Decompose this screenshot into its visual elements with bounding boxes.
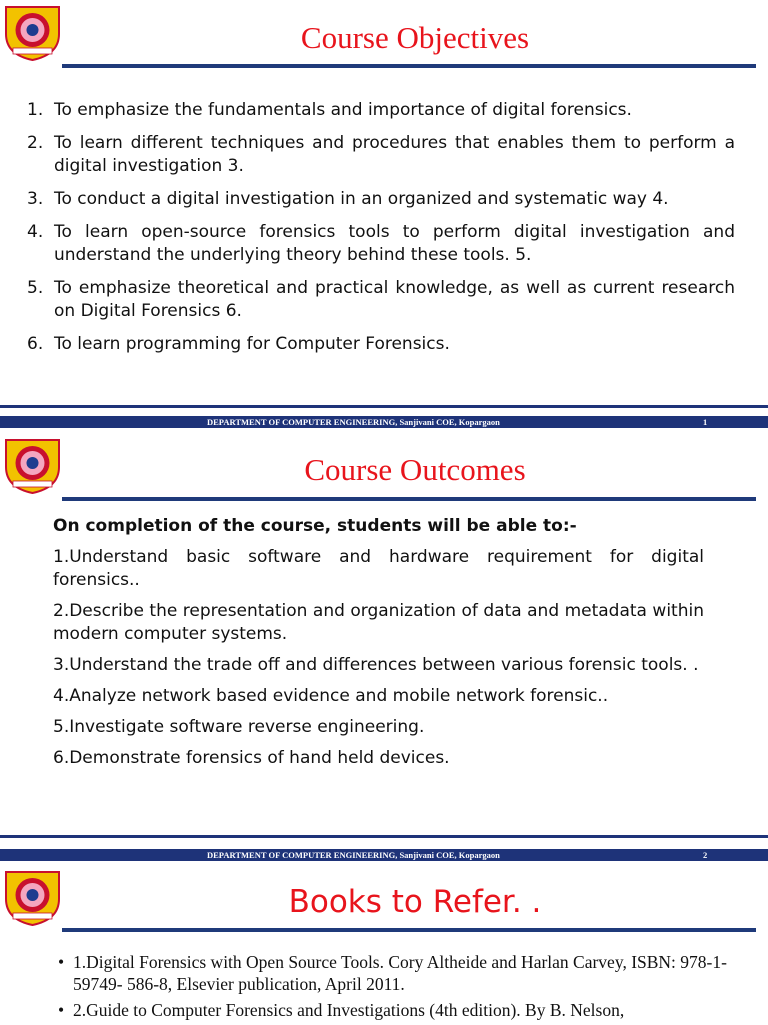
- page-number: 2: [703, 850, 708, 860]
- outcomes-block: [53, 515, 704, 778]
- college-crest-logo: [3, 4, 62, 61]
- item-number: 1.: [27, 100, 44, 120]
- slide-title: Course Objectives: [300, 20, 530, 55]
- item-text: 2.Guide to Computer Forensics and Investigations (4th edition). By B. Nelson,: [73, 1000, 625, 1020]
- title-underline: [62, 497, 756, 501]
- bullet-icon: •: [58, 952, 65, 972]
- slide-title: Course Outcomes: [304, 452, 526, 487]
- college-crest-logo: [3, 437, 62, 494]
- item-text: To learn different techniques and procedures that enables them to perform a digital investigation 3.: [54, 133, 735, 176]
- college-crest-logo: [3, 869, 62, 926]
- title-underline: [62, 928, 756, 932]
- list-item: 5.Investigate software reverse engineering.: [53, 717, 425, 737]
- slide-books-to-refer: [0, 864, 768, 1024]
- item-number: 2.: [27, 133, 44, 153]
- list-item: 6.Demonstrate forensics of hand held devices.: [53, 748, 450, 768]
- outcomes-intro: On completion of the course, students will be able to:-: [53, 516, 577, 536]
- item-number: 6.: [27, 334, 44, 354]
- list-item: [27, 221, 735, 267]
- list-item: [27, 333, 735, 356]
- footer-top-line: [0, 405, 768, 408]
- item-text: To emphasize theoretical and practical knowledge, as well as current research on Digital Forensics 6.: [54, 278, 735, 321]
- item-number: 3.: [27, 189, 44, 209]
- objectives-list: [27, 99, 735, 366]
- item-number: 4.: [27, 222, 44, 242]
- list-item: 2.Describe the representation and organization of data and metadata within modern computer systems.: [53, 601, 704, 644]
- list-item: [27, 99, 735, 122]
- list-item: [58, 951, 728, 995]
- item-text: To conduct a digital investigation in an organized and systematic way 4.: [54, 189, 669, 209]
- books-list: [58, 951, 728, 1025]
- list-item: [27, 188, 735, 211]
- item-text: To learn open-source forensics tools to perform digital investigation and understand the underlying theory behind these tools. 5.: [54, 222, 735, 265]
- footer-text: DEPARTMENT OF COMPUTER ENGINEERING, Sanjivani COE, Kopargaon: [207, 417, 500, 427]
- slide-course-outcomes: [0, 432, 768, 864]
- list-item: 1.Understand basic software and hardware requirement for digital forensics..: [53, 547, 704, 590]
- slide-course-objectives: [0, 0, 768, 432]
- list-item: 3.Understand the trade off and differences between various forensic tools. .: [53, 655, 699, 675]
- list-item: [27, 132, 735, 178]
- title-underline: [62, 64, 756, 68]
- page-number: 1: [703, 417, 708, 427]
- slide-footer: [0, 416, 768, 428]
- footer-text: DEPARTMENT OF COMPUTER ENGINEERING, Sanjivani COE, Kopargaon: [207, 850, 500, 860]
- slide-footer: [0, 849, 768, 861]
- footer-top-line: [0, 835, 768, 838]
- item-number: 5.: [27, 278, 44, 298]
- item-text: To emphasize the fundamentals and importance of digital forensics.: [54, 100, 632, 120]
- list-item: [58, 999, 728, 1021]
- list-item: [27, 277, 735, 323]
- list-item: 4.Analyze network based evidence and mobile network forensic..: [53, 686, 609, 706]
- item-text: To learn programming for Computer Forensics.: [54, 334, 450, 354]
- item-text: 1.Digital Forensics with Open Source Tools. Cory Altheide and Harlan Carvey, ISBN: 978-1-59749- 586-8, Elsevier publication, April 2011.: [73, 952, 727, 994]
- slide-title: Books to Refer. .: [288, 884, 542, 920]
- bullet-icon: •: [58, 1000, 65, 1020]
